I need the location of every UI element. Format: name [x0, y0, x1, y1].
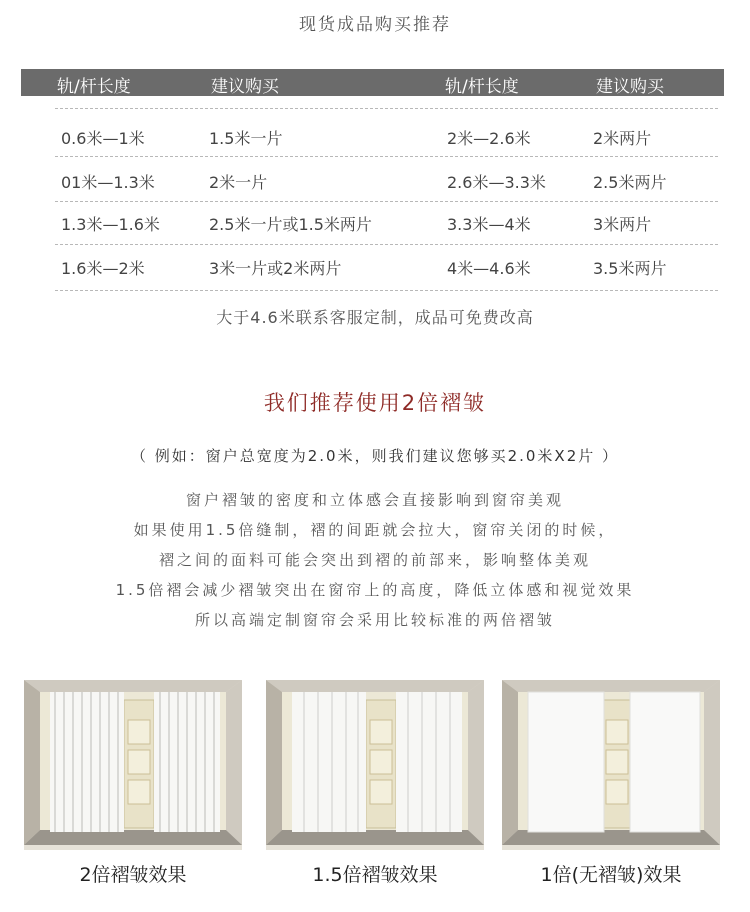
table-cell: 1.3米—1.6米	[61, 215, 160, 234]
paragraph-line: 褶之间的面料可能会突出到褶的前部来，影响整体美观	[158, 551, 591, 569]
curtain-room-2x-image	[24, 680, 242, 850]
table-divider	[55, 290, 718, 291]
table-note: 大于4.6米联系客服定制，成品可免费改高	[216, 308, 534, 327]
curtain-room-1x-image	[502, 680, 720, 850]
paragraph-line: 1.5倍褶会减少褶皱突出在窗帘上的高度，降低立体感和视觉效果	[115, 581, 635, 599]
paragraph-line: 窗户褶皱的密度和立体感会直接影响到窗帘美观	[185, 491, 564, 509]
table-row	[21, 114, 724, 156]
table-row	[21, 200, 724, 242]
table-header	[21, 69, 724, 96]
table-cell: 01米—1.3米	[61, 173, 155, 192]
table-row	[21, 158, 724, 200]
table-cell: 2.6米—3.3米	[447, 173, 546, 192]
table-cell: 4米—4.6米	[447, 259, 531, 278]
table-cell: 2米一片	[209, 173, 268, 192]
table-cell: 3米两片	[593, 215, 652, 234]
table-divider	[55, 156, 718, 157]
table-cell: 2米—2.6米	[447, 129, 531, 148]
table-cell: 3.3米—4米	[447, 215, 531, 234]
paragraph-line: 如果使用1.5倍缝制，褶的间距就会拉大，窗帘关闭的时候，	[133, 521, 617, 539]
header-length-1: 轨/杆长度	[57, 77, 131, 97]
table-cell: 1.5米一片	[209, 129, 283, 148]
table-row	[21, 244, 724, 286]
table-cell: 3米一片或2米两片	[209, 259, 342, 278]
table-cell: 3.5米两片	[593, 259, 667, 278]
curtain-illustration-2x	[24, 680, 242, 850]
example-text: （ 例如：窗户总宽度为2.0米，则我们建议您够买2.0米X2片 ）	[130, 447, 620, 465]
table-cell: 0.6米—1米	[61, 129, 145, 148]
recommend-title: 我们推荐使用2倍褶皱	[263, 391, 487, 415]
table-cell: 2.5米两片	[593, 173, 667, 192]
table-divider	[55, 108, 718, 109]
caption-1x: 1倍(无褶皱)效果	[540, 864, 682, 886]
paragraph-line: 所以高端定制窗帘会采用比较标准的两倍褶皱	[194, 611, 555, 629]
caption-2x: 2倍褶皱效果	[79, 864, 187, 886]
table-cell: 1.6米—2米	[61, 259, 145, 278]
curtain-illustration-1-5x	[266, 680, 484, 850]
header-buy-2: 建议购买	[596, 77, 664, 97]
table-cell: 2.5米一片或1.5米两片	[209, 215, 372, 234]
table-cell: 2米两片	[593, 129, 652, 148]
curtain-illustration-1x	[502, 680, 720, 850]
header-length-2: 轨/杆长度	[445, 77, 519, 97]
section-title: 现货成品购买推荐	[299, 15, 451, 35]
header-buy-1: 建议购买	[211, 77, 279, 97]
caption-1-5x: 1.5倍褶皱效果	[312, 864, 438, 886]
curtain-room-1-5x-image	[266, 680, 484, 850]
